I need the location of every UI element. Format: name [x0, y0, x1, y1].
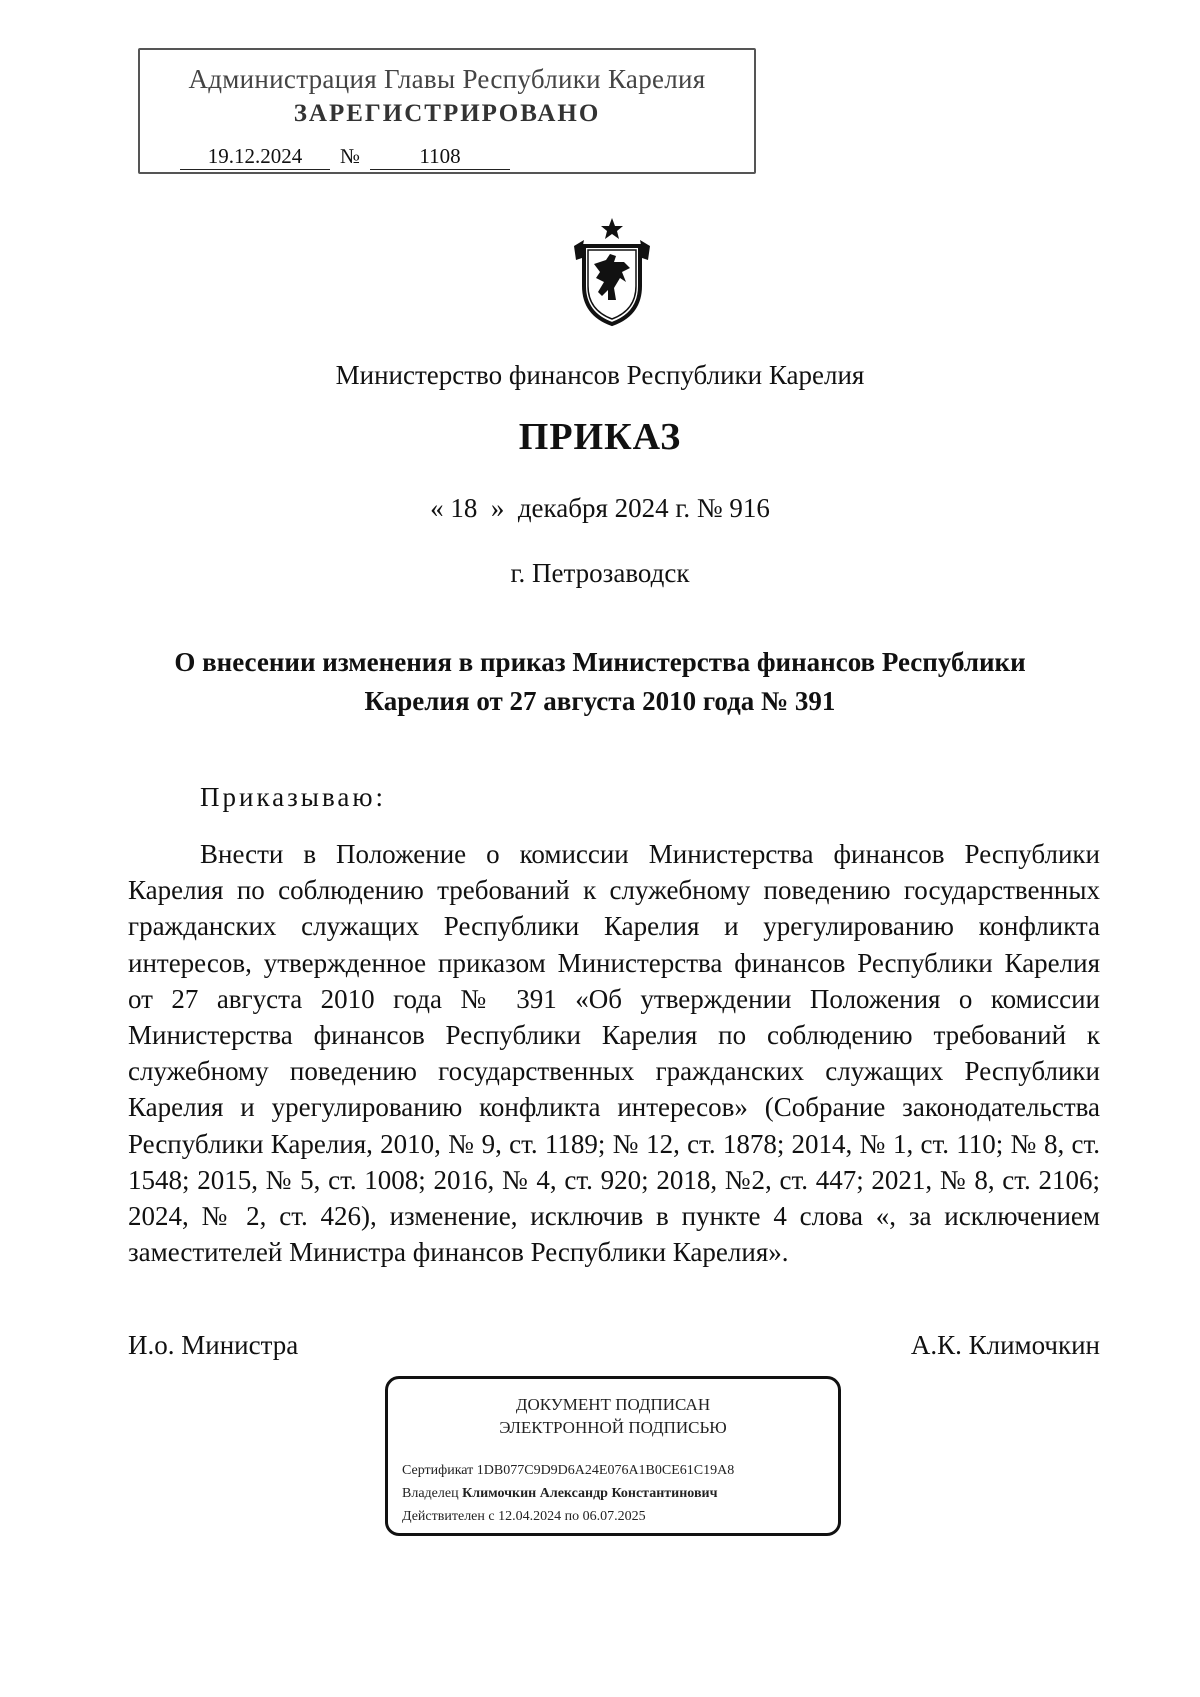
esig-owner-row	[402, 1486, 717, 1502]
esig-validity-row	[402, 1509, 646, 1525]
signer-title: И.о. Министра	[128, 1330, 299, 1360]
document-type: ПРИКАЗ	[518, 416, 682, 458]
esig-owner: Климочкин Александр Константинович	[462, 1486, 718, 1501]
registration-line	[180, 144, 510, 170]
registration-stamp	[138, 48, 756, 174]
document-body: Внести в Положение о комиссии Министерства финансов Республики Карелия по соблюдению требований к служебному поведению государственных гражданских служащих Республики Карелия и урегулированию конфликта интересов, утвержденное приказом Министерства финансов Республики Карелия от 27 августа 2010 года № 391 «Об утверждении Положения о комиссии Министерства финансов Республики Карелия по соблюдению требований к служебному поведению государственных гражданских служащих Республики Карелия и урегулированию конфликта интересов» (Собрание законодательства Республики Карелия, 2010, № 9, ст. 1189; № 12, ст. 1878; 2014, № 1, ст. 110; № 8, ст. 1548; 2015, № 5, ст. 1008; 2016, № 4, ст. 920; 2018, №2, ст. 447; 2021, № 8, ст. 2106; 2024, № 2, ст. 426), изменение, исключив в пункте 4 слова «, за исключением заместителей Министра финансов Республики Карелия».	[128, 839, 1100, 1268]
signer-name: А.К. Климочкин	[910, 1330, 1100, 1360]
document-subject: О внесении изменения в приказ Министерства финансов Республики Карелия от 27 августа 2010 года № 391	[174, 647, 1026, 716]
registration-number: 1108	[370, 144, 510, 170]
ministry-name: Министерство финансов Республики Карелия	[335, 360, 865, 390]
esig-valid-to-label: по	[564, 1509, 580, 1524]
document-city: г. Петрозаводск	[510, 558, 690, 588]
document-date-number: « 18 » декабря 2024 г. № 916	[430, 493, 770, 523]
esig-certificate: 1DB077C9D9D6A24E076A1B0CE61C19A8	[476, 1463, 735, 1478]
esig-certificate-row	[402, 1463, 734, 1479]
order-verb: Приказываю:	[200, 782, 386, 812]
esig-heading-1: ДОКУМЕНТ ПОДПИСАН	[515, 1395, 711, 1414]
registration-number-sign: №	[339, 144, 361, 168]
registration-organization: Администрация Главы Республики Карелия	[188, 64, 706, 94]
esig-owner-label: Владелец	[402, 1486, 459, 1501]
esig-valid-from: 12.04.2024	[498, 1509, 562, 1524]
registration-date: 19.12.2024	[180, 144, 330, 170]
esig-valid-from-label: с	[488, 1509, 495, 1524]
esig-certificate-label: Сертификат	[402, 1463, 474, 1478]
karelia-coat-of-arms-icon	[564, 216, 660, 328]
electronic-signature-stamp	[385, 1376, 841, 1536]
esig-valid-to: 06.07.2025	[582, 1509, 646, 1524]
esig-heading-2: ЭЛЕКТРОННОЙ ПОДПИСЬЮ	[499, 1418, 727, 1437]
registration-status: ЗАРЕГИСТРИРОВАНО	[293, 100, 601, 127]
esig-valid-label: Действителен	[402, 1509, 485, 1524]
